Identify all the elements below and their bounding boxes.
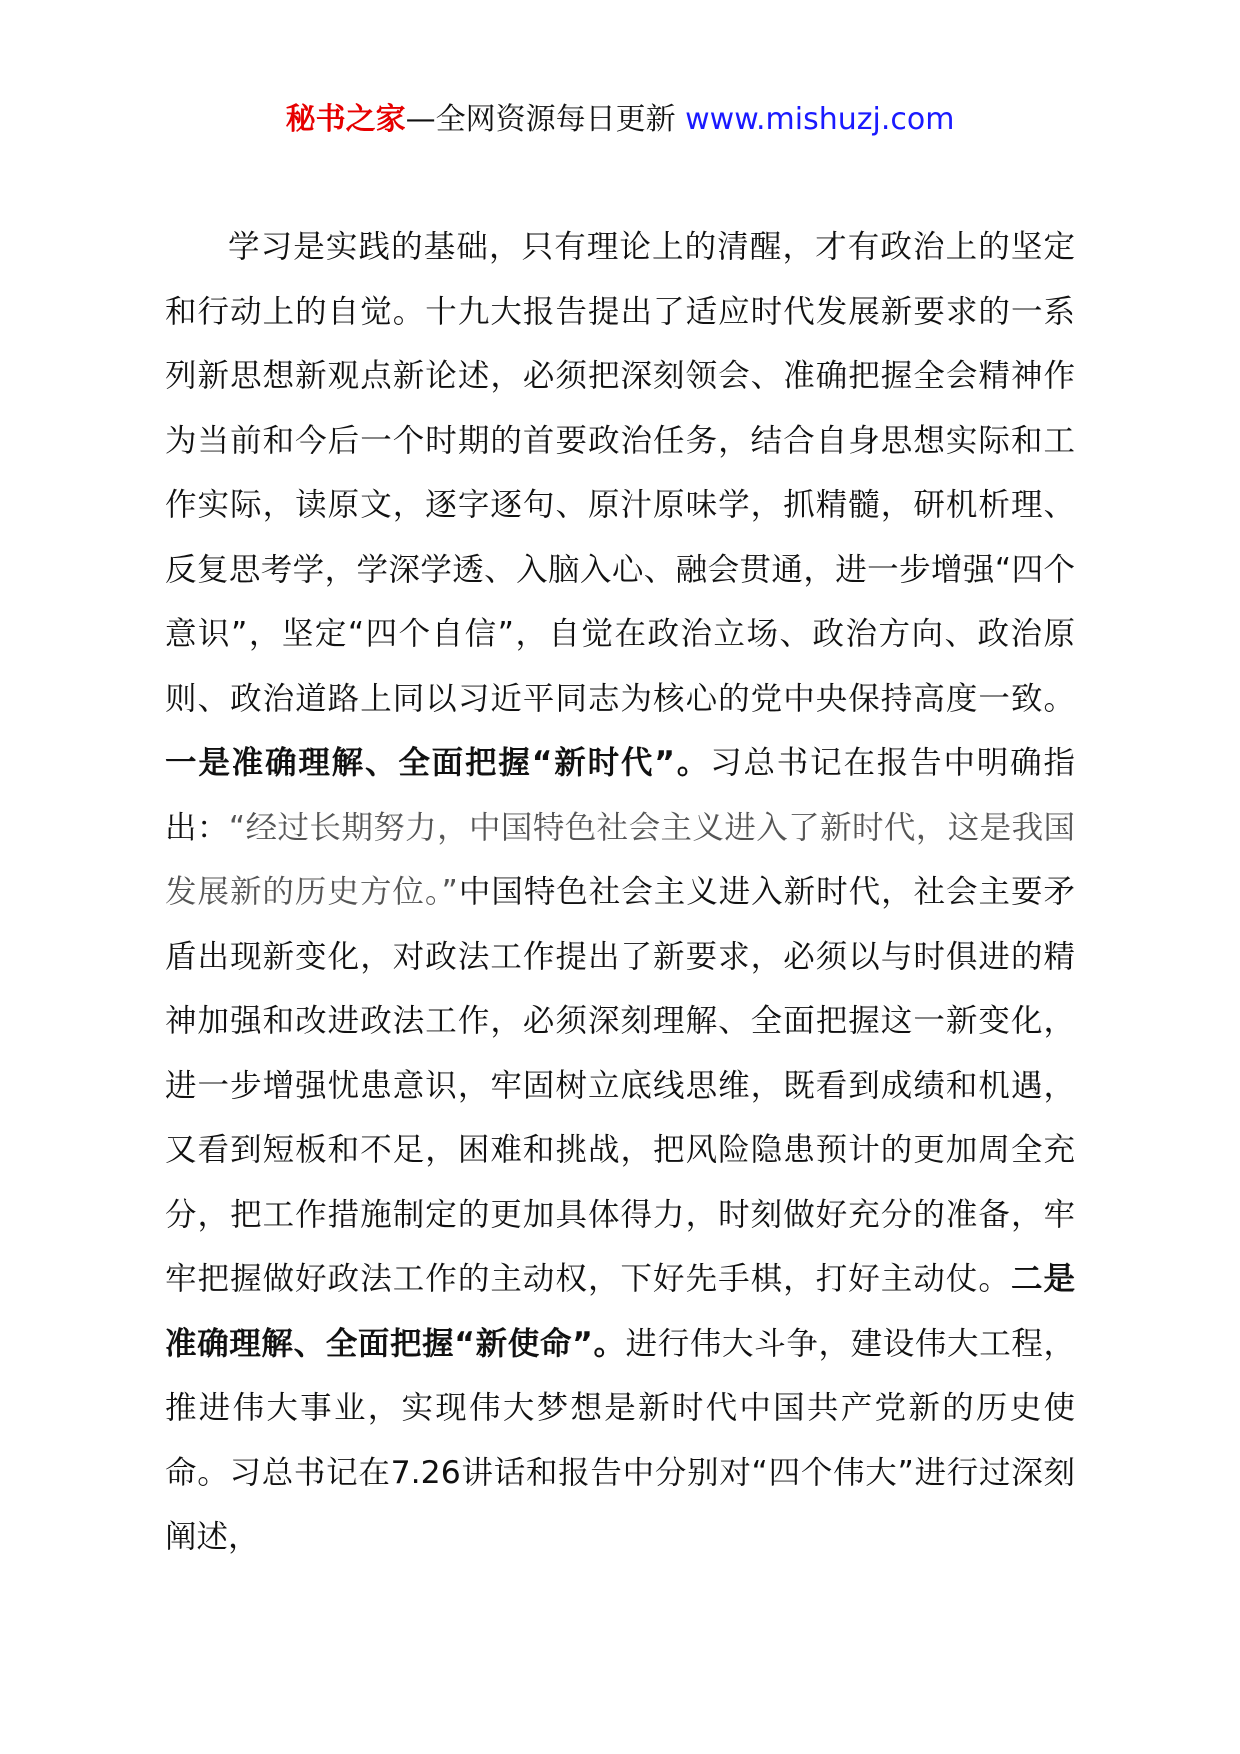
paragraph-text-1: 学习是实践的基础，只有理论上的清醒，才有政治上的坚定和行动上的自觉。十九大报告提出了适应时代发展新要求的一系列新思想新观点新论述，必须把深刻领会、准确把握全会精神作为当前和今后一个时期的首要政治任务，结合自身思想实际和工作实际，读原文，逐字逐句、原汁原味学，抓精髓，研机析理、反复思考学，学深学透、入脑入心、融会贯通，进一步增强“四个意识”，坚定“四个自信”，自觉在政治立场、政治方向、政治原则、政治道路上同以习近平同志为核心的党中央保持高度一致。 xyxy=(165,229,1075,717)
header-tagline: —全网资源每日更新 xyxy=(405,102,676,137)
paragraph-text-3: 中国特色社会主义进入新时代，社会主要矛盾出现新变化，对政法工作提出了新要求，必须以与时俱进的精神加强和改进政法工作，必须深刻理解、全面把握这一新变化，进一步增强忧患意识，牢固树立底线思维，既看到成绩和机遇，又看到短板和不足，困难和挑战，把风险隐患预计的更加周全充分，把工作措施制定的更加具体得力，时刻做好充分的准备，牢牢把握做好政法工作的主动权，下好先手棋，打好主动仗。 xyxy=(165,874,1075,1297)
site-url-link[interactable]: www.mishuzj.com xyxy=(685,102,955,137)
body-paragraph xyxy=(165,215,1075,1570)
page-header xyxy=(0,100,1240,140)
section-heading-new-era: 一是准确理解、全面把握“新时代”。 xyxy=(165,745,711,781)
report-quote: “经过长期努力，中国特色社会主义进入了新时代，这是我国发展新的历史方位。” xyxy=(165,809,1075,910)
section-heading-new-mission: 二是准确理解、全面把握“新使命”。 xyxy=(165,1261,1075,1362)
brand-name: 秘书之家 xyxy=(285,102,406,137)
paragraph-text-2: 习总书记在报告中明确指出： xyxy=(165,745,1075,846)
paragraph-text-4: 进行伟大斗争，建设伟大工程，推进伟大事业，实现伟大梦想是新时代中国共产党新的历史使命。习总书记在7.26讲话和报告中分别对“四个伟大”进行过深刻阐述， xyxy=(165,1325,1075,1555)
